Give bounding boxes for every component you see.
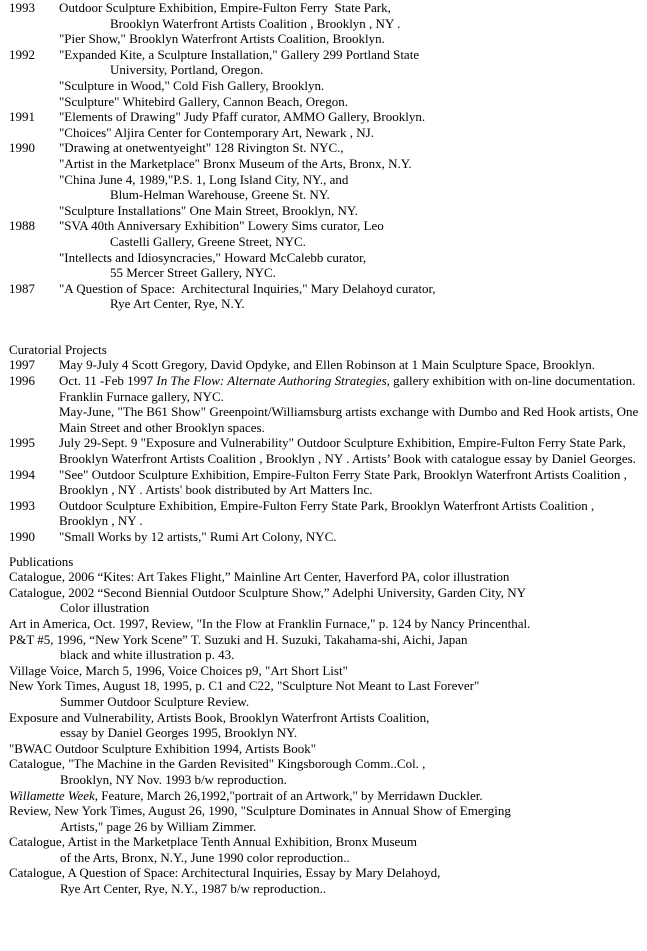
curatorial-paragraph xyxy=(59,373,641,404)
curatorial-year: 1996 xyxy=(9,373,35,389)
curatorial-text-post: , gallery exhibition with on-line documentation. Franklin Furnace gallery, NYC. xyxy=(59,373,636,404)
curatorial-paragraph xyxy=(59,467,641,498)
exhibition-line: Rye Art Center, Rye, N.Y. xyxy=(110,296,245,312)
publication-line xyxy=(9,632,641,648)
exhibition-year: 1993 xyxy=(9,0,35,15)
curatorial-text-pre: "Small Works by 12 artists," Rumi Art Colony, NYC. xyxy=(59,529,337,544)
publication-item xyxy=(9,756,641,787)
exhibition-year: 1987 xyxy=(9,280,35,296)
publication-continuation: essay by Daniel Georges 1995, Brooklyn NY. xyxy=(60,725,298,741)
publication-item xyxy=(9,865,641,896)
exhibition-items xyxy=(59,109,641,140)
curatorial-entry xyxy=(9,498,641,529)
publication-line xyxy=(9,710,641,726)
publication-text: Catalogue, 2006 “Kites: Art Takes Flight,” Mainline Art Center, Haverford PA, color illustration xyxy=(9,569,510,585)
cv-page xyxy=(9,0,641,897)
exhibition-line: Blum-Helman Warehouse, Greene St. NY. xyxy=(110,187,330,203)
exhibition-line: "Elements of Drawing" Judy Pfaff curator, AMMO Gallery, Brooklyn. xyxy=(59,109,426,125)
publication-item xyxy=(9,616,641,632)
exhibition-year-group xyxy=(9,281,641,312)
exhibition-year-group xyxy=(9,109,641,140)
exhibition-line: Outdoor Sculpture Exhibition, Empire-Fulton Ferry State Park, xyxy=(59,0,391,15)
curatorial-paragraph xyxy=(59,498,641,529)
curatorial-year: 1997 xyxy=(9,357,35,373)
curatorial-text xyxy=(59,498,641,529)
curatorial-year: 1990 xyxy=(9,529,35,544)
publication-line xyxy=(9,788,641,804)
exhibition-items xyxy=(59,140,641,218)
curatorial-paragraph xyxy=(59,435,641,466)
publication-text: Catalogue, Artist in the Marketplace Tenth Annual Exhibition, Bronx Museum xyxy=(9,834,417,850)
publication-line xyxy=(9,616,641,632)
publication-title-italic: Willamette Week, xyxy=(9,787,99,803)
exhibition-items xyxy=(59,218,641,280)
curatorial-paragraph xyxy=(59,404,641,435)
publication-line xyxy=(9,865,641,881)
exhibition-year-group xyxy=(9,140,641,218)
curatorial-text-pre: July 29-Sept. 9 "Exposure and Vulnerability" Outdoor Sculpture Exhibition, Empire-Fulton Ferry State Park, Brooklyn Waterfront Artists Coalition , Brooklyn , NY . Artists’ Book with catalogue essay by Daniel Georges. xyxy=(59,435,636,467)
exhibition-line: "Artist in the Marketplace" Bronx Museum of the Arts, Bronx, N.Y. xyxy=(59,155,412,171)
publication-text: Review, New York Times, August 26, 1990, "Sculpture Dominates in Annual Show of Emerging xyxy=(9,803,511,819)
publication-continuation: Rye Art Center, Rye, N.Y., 1987 b/w reproduction.. xyxy=(60,881,327,897)
publication-continuation: Artists," page 26 by William Zimmer. xyxy=(60,818,257,834)
curatorial-entry xyxy=(9,373,641,435)
publication-continuation: Brooklyn, NY Nov. 1993 b/w reproduction. xyxy=(60,771,287,787)
publication-text: Art in America, Oct. 1997, Review, "In the Flow at Franklin Furnace," p. 124 by Nancy Princenthal. xyxy=(9,615,531,631)
publication-line xyxy=(9,803,641,819)
publication-item xyxy=(9,788,641,804)
exhibition-line: "Intellects and Idiosyncracies," Howard McCalebb curator, xyxy=(59,249,367,265)
publication-text: "BWAC Outdoor Sculpture Exhibition 1994, Artists Book" xyxy=(9,740,317,756)
curatorial-text xyxy=(59,435,641,466)
exhibition-line: "Choices" Aljira Center for Contemporary Art, Newark , NJ. xyxy=(59,124,374,140)
exhibition-year-group xyxy=(9,47,641,109)
curatorial-year: 1993 xyxy=(9,497,35,513)
curatorial-text-pre: May-June, "The B61 Show" Greenpoint/Williamsburg artists exchange with Dumbo and Red Hook artists, One Main Street and other Brooklyn spaces. xyxy=(59,404,639,435)
publication-item xyxy=(9,569,641,585)
publication-item xyxy=(9,678,641,709)
exhibition-line: "Expanded Kite, a Sculpture Installation," Gallery 299 Portland State xyxy=(59,46,420,62)
exhibition-line: University, Portland, Oregon. xyxy=(110,62,264,78)
curatorial-entry xyxy=(9,357,641,373)
publication-item xyxy=(9,803,641,834)
exhibition-line: "Pier Show," Brooklyn Waterfront Artists Coalition, Brooklyn. xyxy=(59,31,385,47)
publication-text: Feature, March 26,1992,"portrait of an Artwork," by Merridawn Duckler. xyxy=(98,787,483,803)
publication-text: Catalogue, 2002 “Second Biennial Outdoor Sculpture Show,” Adelphi University, Garden City, NY xyxy=(9,584,527,600)
curatorial-exhibition-title: In The Flow: Alternate Authoring Strategies xyxy=(156,373,387,389)
curatorial-text-pre: May 9-July 4 Scott Gregory, David Opdyke, and Ellen Robinson at 1 Main Sculpture Space, Brooklyn. xyxy=(59,357,596,373)
section-spacer xyxy=(9,545,641,554)
curatorial-heading: Curatorial Projects xyxy=(9,341,107,357)
exhibition-line: "Sculpture Installations" One Main Street, Brooklyn, NY. xyxy=(59,202,358,218)
publication-line xyxy=(9,663,641,679)
curatorial-entry xyxy=(9,435,641,466)
exhibition-year-group xyxy=(9,218,641,280)
publication-line xyxy=(9,569,641,585)
publication-item xyxy=(9,710,641,741)
publication-continuation: Color illustration xyxy=(60,600,150,616)
publication-line xyxy=(9,678,641,694)
publication-item xyxy=(9,741,641,757)
exhibitions-section xyxy=(9,0,641,312)
exhibition-year: 1988 xyxy=(9,218,35,234)
curatorial-entry xyxy=(9,529,641,545)
curatorial-year: 1995 xyxy=(9,435,35,451)
exhibition-line: "Drawing at onetwentyeight" 128 Rivington St. NYC., xyxy=(59,140,344,156)
exhibition-line: Brooklyn Waterfront Artists Coalition , Brooklyn , NY . xyxy=(110,15,401,31)
exhibition-year: 1990 xyxy=(9,140,35,156)
exhibition-line: Castelli Gallery, Greene Street, NYC. xyxy=(110,233,306,249)
publication-item xyxy=(9,834,641,865)
exhibition-line: "SVA 40th Anniversary Exhibition" Lowery Sims curator, Leo xyxy=(59,218,384,234)
curatorial-section xyxy=(9,357,641,544)
publication-text: Exposure and Vulnerability, Artists Book, Brooklyn Waterfront Artists Coalition, xyxy=(9,709,430,725)
exhibition-year: 1991 xyxy=(9,109,35,125)
curatorial-text-pre: Outdoor Sculpture Exhibition, Empire-Fulton Ferry State Park, Brooklyn Waterfront Artists Coalition , Brooklyn , NY . xyxy=(59,497,595,529)
publication-line xyxy=(9,834,641,850)
publication-item xyxy=(9,585,641,616)
publication-item xyxy=(9,632,641,663)
exhibition-line: "Sculpture in Wood," Cold Fish Gallery, Brooklyn. xyxy=(59,77,325,93)
publications-section xyxy=(9,569,641,896)
curatorial-text xyxy=(59,467,641,498)
exhibition-line: "China June 4, 1989,"P.S. 1, Long Island City, NY., and xyxy=(59,171,349,187)
exhibition-year-group xyxy=(9,0,641,47)
publication-line xyxy=(9,585,641,601)
publication-continuation: Summer Outdoor Sculpture Review. xyxy=(60,693,250,709)
exhibition-line: "Sculpture" Whitebird Gallery, Cannon Beach, Oregon. xyxy=(59,93,348,109)
publication-text: Village Voice, March 5, 1996, Voice Choices p9, "Art Short List" xyxy=(9,662,348,678)
curatorial-paragraph xyxy=(59,357,641,373)
publication-line xyxy=(9,756,641,772)
publication-text: Catalogue, "The Machine in the Garden Revisited" Kingsborough Comm..Col. , xyxy=(9,756,426,772)
curatorial-entry xyxy=(9,467,641,498)
exhibition-items xyxy=(59,47,641,109)
section-spacer xyxy=(9,312,641,342)
exhibition-year: 1992 xyxy=(9,46,35,62)
exhibition-line: "A Question of Space: Architectural Inquiries," Mary Delahoyd curator, xyxy=(59,280,436,296)
curatorial-text xyxy=(59,357,641,373)
curatorial-paragraph xyxy=(59,529,641,545)
publication-continuation: black and white illustration p. 43. xyxy=(60,647,235,663)
exhibition-line: 55 Mercer Street Gallery, NYC. xyxy=(110,265,276,281)
curatorial-text-pre: Oct. 11 -Feb 1997 xyxy=(59,373,157,389)
publication-text: Catalogue, A Question of Space: Architectural Inquiries, Essay by Mary Delahoyd, xyxy=(9,865,441,881)
publication-item xyxy=(9,663,641,679)
exhibition-items xyxy=(59,281,641,312)
curatorial-text-pre: "See" Outdoor Sculpture Exhibition, Empire-Fulton Ferry State Park, Brooklyn Waterfront Artists Coalition , Brooklyn , NY . Artists' book distributed by Art Matters Inc. xyxy=(59,466,627,498)
publication-line xyxy=(9,741,641,757)
exhibition-items xyxy=(59,0,641,47)
curatorial-text xyxy=(59,373,641,435)
publication-text: P&T #5, 1996, “New York Scene” T. Suzuki and H. Suzuki, Takahama-shi, Aichi, Japan xyxy=(9,631,468,647)
curatorial-text xyxy=(59,529,641,545)
curatorial-year: 1994 xyxy=(9,466,35,482)
publications-heading: Publications xyxy=(9,553,74,569)
publication-text: New York Times, August 18, 1995, p. C1 and C22, "Sculpture Not Meant to Last Forever" xyxy=(9,678,480,694)
publication-continuation: of the Arts, Bronx, N.Y., June 1990 color reproduction.. xyxy=(60,849,350,865)
